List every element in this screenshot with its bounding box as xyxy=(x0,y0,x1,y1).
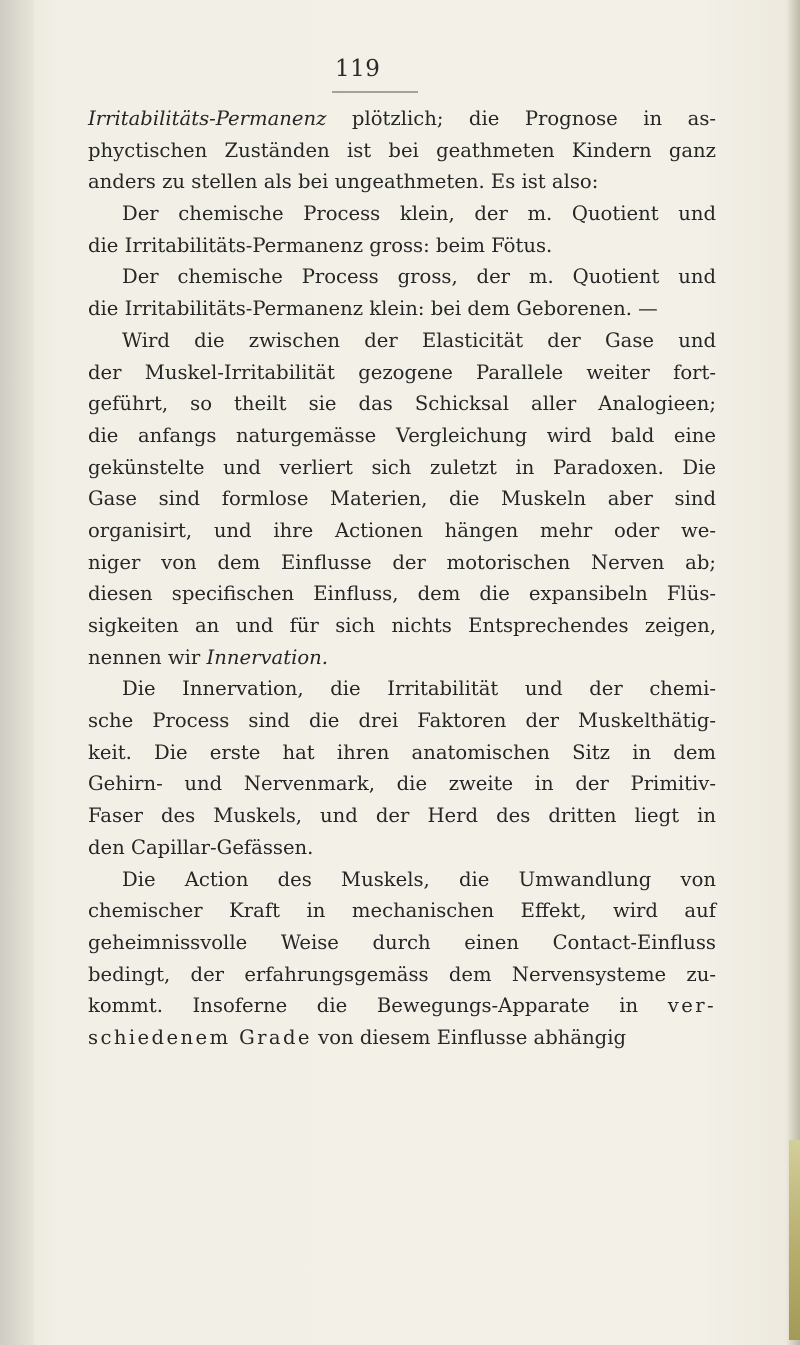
text-run: Die Innervation, die Irritabilität und der chemi- xyxy=(122,677,716,701)
text-run: geheimnissvolle Weise durch einen Contact-Einfluss xyxy=(88,930,716,954)
text-line xyxy=(88,673,716,705)
text-run: der Muskel-Irritabilität gezogene Parallele weiter fort- xyxy=(88,360,716,384)
page-edge-stain xyxy=(789,1140,800,1340)
text-run: Wird die zwischen der Elasticität der Gase und xyxy=(122,328,716,352)
text-run: plötzlich; die Prognose in as- xyxy=(326,107,716,130)
italic-text: Irritabilitäts-Permanenz xyxy=(88,107,327,130)
spaced-text: schiedenem Grade xyxy=(88,1025,312,1049)
text-run: organisirt, und ihre Actionen hängen mehr oder we- xyxy=(88,518,716,542)
text-run: Der chemische Process gross, der m. Quotient und xyxy=(122,265,716,289)
text-line xyxy=(88,864,716,896)
text-line xyxy=(88,388,716,420)
text-line xyxy=(88,452,716,484)
body-text xyxy=(88,103,716,1054)
text-run: anders zu stellen als bei ungeathmeten. Es ist also: xyxy=(88,170,599,194)
text-run: von diesem Einflusse abhängig xyxy=(311,1025,627,1049)
text-line xyxy=(88,959,716,991)
text-line xyxy=(88,1022,716,1054)
text-run: Gase sind formlose Materien, die Muskeln aber sind xyxy=(88,487,716,511)
text-line xyxy=(88,103,716,135)
text-line xyxy=(88,895,716,927)
text-line xyxy=(88,293,716,325)
text-line xyxy=(88,800,716,832)
text-line xyxy=(88,230,716,262)
text-run: Der chemische Process klein, der m. Quotient und xyxy=(122,202,716,226)
text-line xyxy=(88,483,716,515)
text-run: sigkeiten an und für sich nichts Entsprechendes zeigen, xyxy=(88,614,716,637)
spaced-text: ver- xyxy=(667,994,716,1018)
text-run: phyctischen Zuständen ist bei geathmeten Kindern ganz xyxy=(88,138,716,162)
text-run: gekünstelte und verliert sich zuletzt in Paradoxen. Die xyxy=(88,455,716,479)
text-line xyxy=(88,325,716,357)
text-line xyxy=(88,135,716,167)
text-line xyxy=(88,768,716,800)
page-number-rule xyxy=(332,91,418,93)
text-line xyxy=(88,547,716,579)
italic-text: Innervation. xyxy=(206,645,329,669)
text-run: Faser des Muskels, und der Herd des dritten liegt in xyxy=(88,804,716,828)
text-run: sche Process sind die drei Faktoren der Muskelthätig- xyxy=(88,709,716,733)
text-run: keit. Die erste hat ihren anatomischen Sitz in dem xyxy=(88,740,716,764)
text-line xyxy=(88,166,716,198)
text-line xyxy=(88,927,716,959)
text-line xyxy=(88,737,716,769)
text-line xyxy=(88,261,716,293)
text-line xyxy=(88,705,716,737)
text-run: die Irritabilitäts-Permanenz gross: beim Fötus. xyxy=(88,233,553,257)
text-line xyxy=(88,642,716,674)
text-line xyxy=(88,357,716,389)
text-line xyxy=(88,420,716,452)
text-run: den Capillar-Gefässen. xyxy=(88,835,314,859)
text-run: Gehirn- und Nervenmark, die zweite in der Primitiv- xyxy=(88,772,716,796)
page-number: 119 xyxy=(335,56,381,82)
text-line xyxy=(88,832,716,864)
text-line xyxy=(88,610,716,642)
text-run: bedingt, der erfahrungsgemäss dem Nervensysteme zu- xyxy=(88,962,716,986)
page-left-edge-shadow xyxy=(0,0,34,1345)
text-run: geführt, so theilt sie das Schicksal aller Analogieen; xyxy=(88,392,716,416)
text-line xyxy=(88,515,716,547)
text-run: niger von dem Einflusse der motorischen Nerven ab; xyxy=(88,550,716,574)
text-run: kommt. Insoferne die Bewegungs-Apparate in xyxy=(88,994,668,1018)
text-run: diesen specifischen Einfluss, dem die expansibeln Flüs- xyxy=(88,582,716,606)
text-run: die anfangs naturgemässe Vergleichung wird bald eine xyxy=(88,423,716,447)
text-line xyxy=(88,578,716,610)
text-run: nennen wir xyxy=(88,645,207,669)
text-run: Die Action des Muskels, die Umwandlung von xyxy=(122,867,716,891)
text-line xyxy=(88,198,716,230)
text-line xyxy=(88,990,716,1022)
text-run: chemischer Kraft in mechanischen Effekt, wird auf xyxy=(88,899,716,923)
text-run: die Irritabilitäts-Permanenz klein: bei dem Geborenen. — xyxy=(88,297,658,321)
